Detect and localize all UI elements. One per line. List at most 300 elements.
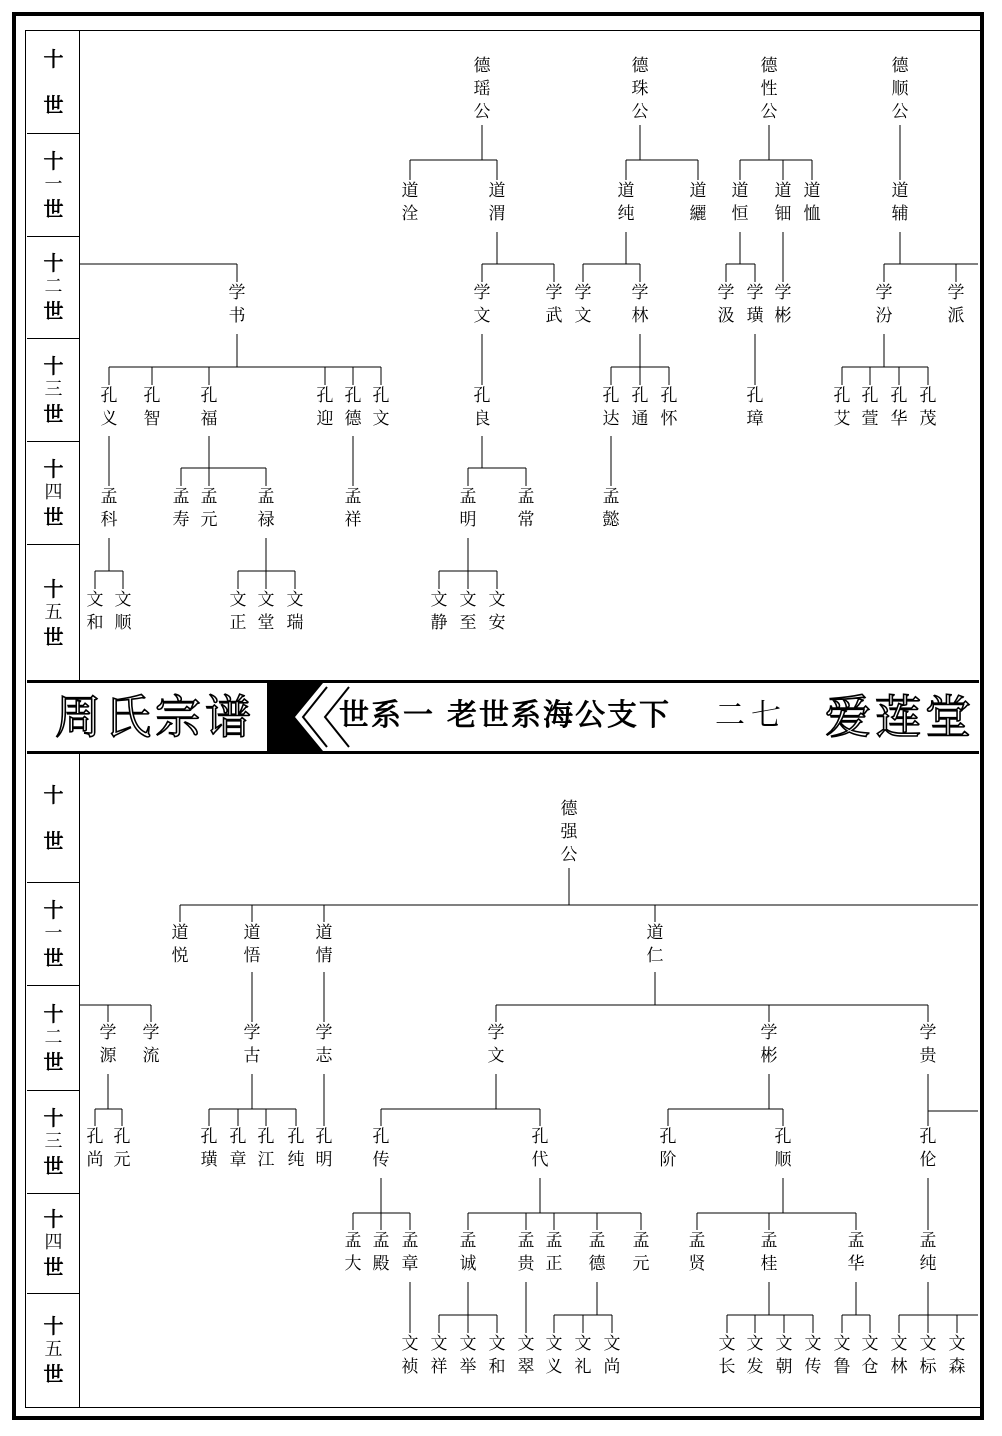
person-name	[514, 486, 538, 532]
person-name-char: 元	[632, 1254, 650, 1274]
person-name-char: 元	[113, 1150, 131, 1170]
person-name-char: 悟	[243, 946, 261, 966]
person-name	[657, 385, 681, 431]
person-name-char: 森	[948, 1357, 966, 1377]
generation-char: 十	[43, 1105, 64, 1130]
person-name	[470, 385, 494, 431]
person-name-char: 孟	[257, 487, 275, 507]
person-name-char: 孔	[473, 386, 491, 406]
person-name-char: 志	[315, 1046, 333, 1066]
person-name-char: 璋	[746, 409, 764, 429]
person-name-char: 文	[372, 409, 390, 429]
generation-char: 十	[43, 1001, 64, 1026]
person-name-char: 文	[286, 590, 304, 610]
person-name	[643, 922, 667, 968]
person-name-char: 道	[243, 923, 261, 943]
person-name-char: 道	[315, 923, 333, 943]
person-name-char: 文	[473, 306, 491, 326]
person-name	[197, 1126, 221, 1172]
person-name	[369, 1126, 393, 1172]
person-name-char: 孟	[632, 1231, 650, 1251]
person-name-char: 文	[890, 1334, 908, 1354]
person-name	[83, 1126, 107, 1172]
person-name	[772, 1333, 796, 1379]
person-name	[369, 1230, 393, 1276]
person-name-char: 孟	[688, 1231, 706, 1251]
person-name-char: 良	[473, 409, 491, 429]
person-name-char: 文	[114, 590, 132, 610]
person-name	[485, 589, 509, 635]
person-name-char: 明	[459, 510, 477, 530]
generation-char: 二	[44, 1026, 63, 1048]
person-name	[800, 180, 824, 226]
person-name-char: 堂	[257, 613, 275, 633]
person-name-char: 渭	[488, 204, 506, 224]
generation-char: 十	[43, 897, 64, 922]
person-name-char: 章	[401, 1254, 419, 1274]
person-name	[341, 486, 365, 532]
person-name-char: 通	[631, 409, 649, 429]
person-name-char: 道	[488, 181, 506, 201]
person-name-char: 禄	[257, 510, 275, 530]
person-name-char: 顺	[774, 1150, 792, 1170]
person-name-char: 道	[171, 923, 189, 943]
banner-bottom-rule	[27, 751, 979, 754]
generation-char: 十	[43, 1207, 64, 1231]
person-name-char: 孔	[659, 1127, 677, 1147]
branch-label: 老世系海公支下	[447, 698, 671, 733]
person-name-char: 文	[861, 1334, 879, 1354]
person-name-char: 公	[760, 102, 778, 122]
person-name-char: 瑶	[473, 79, 491, 99]
person-name-char: 孔	[774, 1127, 792, 1147]
person-name-char: 文	[919, 1334, 937, 1354]
person-name-char: 孔	[229, 1127, 247, 1147]
person-name-char: 迎	[316, 409, 334, 429]
person-name-char: 学	[875, 283, 893, 303]
generation-char: 世	[43, 945, 64, 970]
person-name	[771, 180, 795, 226]
person-name-char: 文	[430, 590, 448, 610]
person-name-char: 孔	[372, 1127, 390, 1147]
person-name	[312, 1126, 336, 1172]
person-name	[714, 282, 738, 328]
person-name-char: 文	[86, 590, 104, 610]
person-name-char: 孔	[200, 1127, 218, 1147]
person-name-char: 孔	[660, 386, 678, 406]
generation-char: 世	[43, 299, 64, 323]
person-name-char: 江	[257, 1150, 275, 1170]
person-name-char: 孟	[760, 1231, 778, 1251]
person-name-char: 德	[891, 56, 909, 76]
person-name	[240, 922, 264, 968]
person-name-char: 孔	[372, 386, 390, 406]
person-name-char: 孔	[631, 386, 649, 406]
person-name	[628, 55, 652, 124]
person-name	[427, 1333, 451, 1379]
generation-char: 四	[44, 1232, 63, 1253]
person-name	[757, 1230, 781, 1276]
person-name-char: 常	[517, 510, 535, 530]
person-name-char: 代	[531, 1150, 549, 1170]
person-name	[312, 1022, 336, 1068]
person-name-char: 萱	[861, 409, 879, 429]
person-name	[169, 486, 193, 532]
person-name-char: 传	[372, 1150, 390, 1170]
person-name-char: 义	[545, 1357, 563, 1377]
person-name	[427, 589, 451, 635]
person-name-char: 学	[487, 1023, 505, 1043]
person-name	[830, 385, 854, 431]
person-name	[470, 282, 494, 328]
person-name-char: 孟	[847, 1231, 865, 1251]
person-name-char: 道	[891, 181, 909, 201]
person-name-char: 茂	[919, 409, 937, 429]
person-name-char: 道	[803, 181, 821, 201]
person-name	[140, 385, 164, 431]
person-name-char: 学	[774, 283, 792, 303]
person-name	[97, 385, 121, 431]
person-name	[398, 180, 422, 226]
person-name	[916, 1126, 940, 1172]
person-name-char: 礼	[574, 1357, 592, 1377]
person-name	[254, 589, 278, 635]
person-name-char: 孟	[401, 1231, 419, 1251]
person-name-char: 孔	[86, 1127, 104, 1147]
generation-char: 世	[43, 196, 64, 221]
person-name-char: 孔	[315, 1127, 333, 1147]
person-name-char: 文	[488, 590, 506, 610]
person-name-char: 学	[243, 1023, 261, 1043]
person-name-char: 道	[774, 181, 792, 201]
person-name	[341, 385, 365, 431]
person-name	[757, 55, 781, 124]
person-name	[888, 180, 912, 226]
person-name-char: 纯	[617, 204, 635, 224]
person-name-char: 孔	[287, 1127, 305, 1147]
person-name-char: 章	[229, 1150, 247, 1170]
person-name-char: 道	[689, 181, 707, 201]
person-name	[585, 1230, 609, 1276]
person-name-char: 仓	[861, 1357, 879, 1377]
person-name	[858, 1333, 882, 1379]
person-name-char: 道	[401, 181, 419, 201]
person-name-char: 伦	[919, 1150, 937, 1170]
person-name-char: 贵	[919, 1046, 937, 1066]
person-name	[686, 180, 710, 226]
person-name-char: 孔	[890, 386, 908, 406]
person-name-char: 公	[891, 102, 909, 122]
generation-char: 世	[43, 1255, 64, 1279]
person-name-char: 林	[890, 1357, 908, 1377]
generation-char: 十	[43, 576, 64, 601]
person-name	[254, 1126, 278, 1172]
person-name-char: 学	[315, 1023, 333, 1043]
person-name-char: 孟	[172, 487, 190, 507]
person-name	[916, 1333, 940, 1379]
person-name-char: 德	[631, 56, 649, 76]
person-name-char: 桂	[760, 1254, 778, 1274]
person-name-char: 文	[574, 306, 592, 326]
person-name-char: 朝	[775, 1357, 793, 1377]
person-name-char: 殿	[372, 1254, 390, 1274]
person-name-char: 道	[731, 181, 749, 201]
person-name-char: 古	[243, 1046, 261, 1066]
person-name	[97, 486, 121, 532]
person-name-char: 道	[617, 181, 635, 201]
person-name-char: 派	[947, 306, 965, 326]
generation-char: 十	[43, 783, 64, 807]
person-name-char: 贤	[688, 1254, 706, 1274]
person-name-char: 学	[760, 1023, 778, 1043]
person-name	[111, 589, 135, 635]
person-name-char: 正	[229, 613, 247, 633]
person-name-char: 学	[473, 283, 491, 303]
person-name-char: 孔	[113, 1127, 131, 1147]
person-name-char: 孔	[833, 386, 851, 406]
person-name	[628, 385, 652, 431]
person-name	[542, 1230, 566, 1276]
person-name-char: 德	[473, 56, 491, 76]
person-name-char: 孟	[588, 1231, 606, 1251]
person-name-char: 孔	[257, 1127, 275, 1147]
generation-char: 五	[44, 1339, 63, 1360]
generation-char: 十	[43, 353, 64, 378]
person-name-char: 林	[631, 306, 649, 326]
person-name	[484, 1022, 508, 1068]
person-name-char: 文	[488, 1334, 506, 1354]
person-name	[197, 486, 221, 532]
person-name	[485, 1333, 509, 1379]
person-name	[728, 180, 752, 226]
genealogy-title: 周氏宗谱	[55, 690, 255, 744]
person-name-char: 大	[344, 1254, 362, 1274]
person-name	[398, 1333, 422, 1379]
person-name-char: 公	[560, 845, 578, 865]
person-name	[614, 180, 638, 226]
person-name	[240, 1022, 264, 1068]
person-name-char: 至	[459, 613, 477, 633]
generation-char: 世	[43, 624, 64, 649]
person-name-char: 鲁	[833, 1357, 851, 1377]
person-name	[542, 282, 566, 328]
person-name	[944, 282, 968, 328]
person-name-char: 华	[890, 409, 908, 429]
person-name-char: 璜	[200, 1150, 218, 1170]
person-name-char: 义	[100, 409, 118, 429]
person-name-char: 纯	[287, 1150, 305, 1170]
generation-char: 一	[44, 173, 63, 195]
person-name-char: 公	[473, 102, 491, 122]
person-name-char: 孔	[200, 386, 218, 406]
person-name-char: 孟	[602, 487, 620, 507]
person-name	[887, 1333, 911, 1379]
generation-char: 世	[43, 504, 64, 529]
person-name-char: 明	[315, 1150, 333, 1170]
person-name	[743, 385, 767, 431]
person-name	[83, 589, 107, 635]
person-name-char: 孔	[919, 1127, 937, 1147]
hall-name: 爱莲堂	[825, 690, 975, 744]
person-name	[628, 282, 652, 328]
person-name	[139, 1022, 163, 1068]
generation-char: 世	[43, 1049, 64, 1074]
person-name	[456, 1333, 480, 1379]
person-name-char: 文	[718, 1334, 736, 1354]
person-name-char: 安	[488, 613, 506, 633]
person-name	[599, 486, 623, 532]
person-name	[369, 385, 393, 431]
person-name	[916, 1022, 940, 1068]
person-name	[456, 589, 480, 635]
person-name-char: 文	[603, 1334, 621, 1354]
person-name	[226, 1126, 250, 1172]
person-name-char: 学	[142, 1023, 160, 1043]
person-name-char: 德	[560, 799, 578, 819]
person-name-char: 文	[775, 1334, 793, 1354]
person-name-char: 孔	[602, 386, 620, 406]
generation-char: 世	[43, 401, 64, 426]
person-name-char: 长	[718, 1357, 736, 1377]
person-name-char: 学	[631, 283, 649, 303]
person-name-char: 贵	[517, 1254, 535, 1274]
person-name-char: 文	[833, 1334, 851, 1354]
person-name	[600, 1333, 624, 1379]
generation-char: 十	[43, 251, 64, 275]
person-name	[225, 282, 249, 328]
person-name-char: 顺	[891, 79, 909, 99]
person-name-char: 纚	[689, 204, 707, 224]
person-name	[801, 1333, 825, 1379]
person-name	[283, 589, 307, 635]
person-name	[542, 1333, 566, 1379]
person-name	[470, 55, 494, 124]
person-name-char: 文	[804, 1334, 822, 1354]
person-name	[312, 922, 336, 968]
person-name	[945, 1333, 969, 1379]
person-name	[557, 798, 581, 867]
person-name	[514, 1333, 538, 1379]
person-name	[830, 1333, 854, 1379]
person-name-char: 寿	[172, 510, 190, 530]
person-name	[528, 1126, 552, 1172]
generation-char: 五	[44, 601, 63, 623]
person-name-char: 正	[545, 1254, 563, 1274]
person-name-char: 书	[228, 306, 246, 326]
person-name-char: 德	[344, 409, 362, 429]
person-name	[743, 1333, 767, 1379]
page-number: 二七	[715, 698, 787, 733]
person-name	[110, 1126, 134, 1172]
person-name	[456, 1230, 480, 1276]
person-name-char: 情	[315, 946, 333, 966]
person-name-char: 孔	[100, 386, 118, 406]
person-name-char: 文	[746, 1334, 764, 1354]
person-name-char: 纯	[919, 1254, 937, 1274]
person-name	[514, 1230, 538, 1276]
person-name-char: 文	[459, 590, 477, 610]
person-name-char: 汾	[875, 306, 893, 326]
person-name-char: 学	[746, 283, 764, 303]
generation-char: 世	[43, 829, 64, 853]
generation-char: 二	[44, 276, 63, 297]
person-name	[844, 1230, 868, 1276]
person-name-char: 和	[488, 1357, 506, 1377]
person-name	[571, 282, 595, 328]
person-name-char: 学	[717, 283, 735, 303]
generation-char: 三	[44, 1130, 63, 1152]
person-name-char: 孔	[919, 386, 937, 406]
person-name-char: 学	[947, 283, 965, 303]
person-name-char: 尚	[86, 1150, 104, 1170]
person-name-char: 尚	[603, 1357, 621, 1377]
person-name-char: 智	[143, 409, 161, 429]
person-name-char: 孔	[143, 386, 161, 406]
person-name-char: 文	[257, 590, 275, 610]
title-banner	[27, 680, 979, 754]
person-name-char: 流	[142, 1046, 160, 1066]
person-name-char: 顺	[114, 613, 132, 633]
person-name-char: 发	[746, 1357, 764, 1377]
person-name-char: 祥	[344, 510, 362, 530]
person-name-char: 科	[100, 510, 118, 530]
person-name-char: 道	[646, 923, 664, 943]
generation-char: 世	[43, 1153, 64, 1178]
person-name-char: 钿	[774, 204, 792, 224]
person-name-char: 静	[430, 613, 448, 633]
person-name-char: 恤	[803, 204, 821, 224]
person-name	[916, 385, 940, 431]
section-label: 世系一	[339, 698, 435, 733]
person-name-char: 华	[847, 1254, 865, 1274]
person-name-char: 孔	[861, 386, 879, 406]
person-name-char: 元	[200, 510, 218, 530]
person-name-char: 福	[200, 409, 218, 429]
person-name-char: 孟	[459, 1231, 477, 1251]
person-name-char: 德	[760, 56, 778, 76]
person-name	[254, 486, 278, 532]
person-name-char: 传	[804, 1357, 822, 1377]
person-name-char: 文	[401, 1334, 419, 1354]
person-name	[226, 589, 250, 635]
generation-char: 十	[43, 1314, 64, 1338]
person-name	[685, 1230, 709, 1276]
person-name	[599, 385, 623, 431]
person-name	[571, 1333, 595, 1379]
person-name	[771, 1126, 795, 1172]
person-name-char: 诚	[459, 1254, 477, 1274]
person-name-char: 祯	[401, 1357, 419, 1377]
person-name-char: 孔	[316, 386, 334, 406]
person-name-char: 孟	[372, 1231, 390, 1251]
person-name	[771, 282, 795, 328]
person-name-char: 学	[574, 283, 592, 303]
person-name-char: 强	[560, 822, 578, 842]
person-name-char: 艾	[833, 409, 851, 429]
person-name-char: 恒	[731, 204, 749, 224]
person-name-char: 德	[588, 1254, 606, 1274]
person-name-char: 孟	[100, 487, 118, 507]
person-name-char: 孔	[531, 1127, 549, 1147]
person-name-char: 文	[517, 1334, 535, 1354]
person-name	[456, 486, 480, 532]
person-name-char: 和	[86, 613, 104, 633]
person-name-char: 性	[760, 79, 778, 99]
generation-char: 四	[44, 481, 63, 503]
generation-char: 十	[43, 148, 64, 173]
person-name	[916, 1230, 940, 1276]
person-name-char: 孔	[746, 386, 764, 406]
